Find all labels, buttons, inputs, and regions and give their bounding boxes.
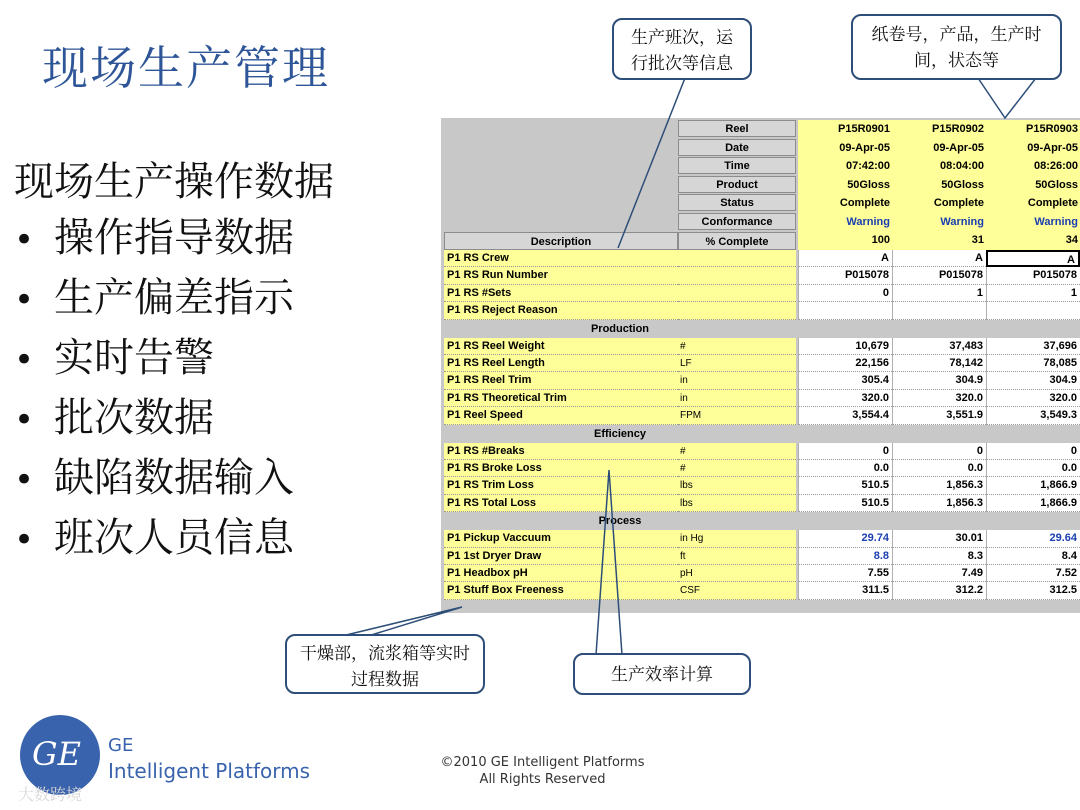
header-product-value: 50Gloss — [986, 176, 1080, 195]
row-unit: # — [678, 443, 796, 460]
row-value: 1 — [892, 285, 986, 302]
row-value: 320.0 — [798, 390, 892, 407]
header-label-date: Date — [678, 139, 796, 156]
bullet-text: 操作指导数据 — [54, 215, 294, 261]
copyright-line-2: All Rights Reserved — [479, 772, 606, 787]
row-unit: LF — [678, 355, 796, 372]
callout-reel-info: 纸卷号，产品，生产时间，状态等 — [851, 14, 1062, 80]
row-value: 0 — [986, 443, 1080, 460]
row-value: 305.4 — [798, 372, 892, 389]
bullet-text: 班次人员信息 — [54, 515, 294, 561]
row-value: 7.52 — [986, 565, 1080, 582]
row-description: P1 RS Crew — [444, 250, 678, 267]
header-reel-value: P15R0902 — [892, 120, 986, 139]
row-unit: in — [678, 372, 796, 389]
header-product-value: 50Gloss — [798, 176, 892, 195]
header-time-value: 08:04:00 — [892, 157, 986, 176]
bullet-item — [14, 268, 294, 328]
header-reel-value: P15R0903 — [986, 120, 1080, 139]
row-value: 312.2 — [892, 582, 986, 599]
row-value: 0 — [798, 443, 892, 460]
row-value: 29.64 — [986, 530, 1080, 547]
row-value: 3,554.4 — [798, 407, 892, 424]
bullet-item — [14, 208, 294, 268]
row-description: P1 RS Theoretical Trim — [444, 390, 678, 407]
bullet-item — [14, 388, 294, 448]
slide-title: 现场生产管理 — [42, 41, 330, 95]
row-unit: # — [678, 460, 796, 477]
pct-complete-header: % Complete — [678, 232, 796, 250]
slide-subhead: 现场生产操作数据 — [14, 159, 334, 205]
header-conformance-value: Warning — [892, 213, 986, 232]
row-unit: FPM — [678, 407, 796, 424]
row-value: 1,866.9 — [986, 495, 1080, 512]
bullet-text: 实时告警 — [54, 335, 214, 381]
section-header: Efficiency — [444, 425, 796, 443]
bullet-text: 批次数据 — [54, 395, 214, 441]
header-status-value: Complete — [892, 194, 986, 213]
row-description: P1 Reel Speed — [444, 407, 678, 424]
row-value: A — [892, 250, 986, 267]
row-value: 37,696 — [986, 338, 1080, 355]
bullet-text: 生产偏差指示 — [54, 275, 294, 321]
row-description: P1 Stuff Box Freeness — [444, 582, 678, 599]
row-description: P1 RS Reject Reason — [444, 302, 678, 319]
row-value: P015078 — [986, 267, 1080, 284]
row-unit: in Hg — [678, 530, 796, 547]
bullet-dot: • — [14, 280, 35, 320]
row-value: 7.55 — [798, 565, 892, 582]
header-conformance-value: Warning — [986, 213, 1080, 232]
header-date-value: 09-Apr-05 — [892, 139, 986, 158]
row-unit: lbs — [678, 477, 796, 494]
row-value: 30.01 — [892, 530, 986, 547]
row-value: 320.0 — [986, 390, 1080, 407]
row-value: 0 — [798, 285, 892, 302]
section-header: Production — [444, 320, 796, 338]
callout-shift-info: 生产班次，运行批次等信息 — [612, 18, 752, 80]
row-unit: ft — [678, 548, 796, 565]
bullet-dot: • — [14, 220, 35, 260]
header-status-value: Complete — [798, 194, 892, 213]
row-unit: in — [678, 390, 796, 407]
bullet-dot: • — [14, 400, 35, 440]
copyright-line-1: ©2010 GE Intelligent Platforms — [440, 755, 645, 770]
row-unit — [678, 285, 796, 302]
row-value: 304.9 — [892, 372, 986, 389]
row-value: 311.5 — [798, 582, 892, 599]
row-description: P1 RS Reel Length — [444, 355, 678, 372]
row-value: 3,549.3 — [986, 407, 1080, 424]
row-description: P1 1st Dryer Draw — [444, 548, 678, 565]
row-value: 3,551.9 — [892, 407, 986, 424]
bullet-dot: • — [14, 520, 35, 560]
row-value: 320.0 — [892, 390, 986, 407]
header-product-value: 50Gloss — [892, 176, 986, 195]
ge-logo-text: GE — [32, 735, 81, 773]
row-value: P015078 — [798, 267, 892, 284]
row-unit: lbs — [678, 495, 796, 512]
row-description: P1 RS Total Loss — [444, 495, 678, 512]
row-unit — [678, 302, 796, 319]
row-value: 78,142 — [892, 355, 986, 372]
brand-line-1: GE — [108, 735, 134, 756]
row-unit — [678, 250, 796, 267]
row-value: 0.0 — [986, 460, 1080, 477]
header-label-time: Time — [678, 157, 796, 174]
row-value: 37,483 — [892, 338, 986, 355]
bullet-item — [14, 448, 294, 508]
row-value: 312.5 — [986, 582, 1080, 599]
pct-complete-value: 100 — [798, 231, 892, 250]
brand-line-2: Intelligent Platforms — [108, 759, 311, 783]
row-value: 29.74 — [798, 530, 892, 547]
row-description: P1 RS #Breaks — [444, 443, 678, 460]
row-description: P1 RS #Sets — [444, 285, 678, 302]
callout-efficiency-info: 生产效率计算 — [573, 653, 751, 695]
description-header: Description — [444, 232, 678, 250]
row-value: 1,856.3 — [892, 477, 986, 494]
header-label-status: Status — [678, 194, 796, 211]
row-value: 510.5 — [798, 477, 892, 494]
header-label-reel: Reel — [678, 120, 796, 137]
row-description: P1 RS Run Number — [444, 267, 678, 284]
header-status-value: Complete — [986, 194, 1080, 213]
row-value: 304.9 — [986, 372, 1080, 389]
bullet-item — [14, 508, 294, 568]
pct-complete-value: 34 — [986, 231, 1080, 250]
row-value: 7.49 — [892, 565, 986, 582]
row-value: A — [798, 250, 892, 267]
bullet-dot: • — [14, 460, 35, 500]
row-value — [892, 302, 986, 319]
row-value: 22,156 — [798, 355, 892, 372]
header-label-conformance: Conformance — [678, 213, 796, 230]
header-date-value: 09-Apr-05 — [798, 139, 892, 158]
callout-pointer-reel — [978, 78, 1036, 118]
row-value: P015078 — [892, 267, 986, 284]
bullet-item — [14, 328, 294, 388]
row-value: 8.3 — [892, 548, 986, 565]
row-value: 8.4 — [986, 548, 1080, 565]
row-value: 8.8 — [798, 548, 892, 565]
bullet-text: 缺陷数据输入 — [54, 455, 294, 501]
row-unit: CSF — [678, 582, 796, 599]
row-unit: pH — [678, 565, 796, 582]
header-time-value: 07:42:00 — [798, 157, 892, 176]
row-value: 1,856.3 — [892, 495, 986, 512]
header-time-value: 08:26:00 — [986, 157, 1080, 176]
row-value: 10,679 — [798, 338, 892, 355]
header-date-value: 09-Apr-05 — [986, 139, 1080, 158]
section-header: Process — [444, 512, 796, 530]
row-value — [798, 302, 892, 319]
header-conformance-value: Warning — [798, 213, 892, 232]
selected-cell[interactable]: A — [986, 250, 1080, 267]
header-reel-value: P15R0901 — [798, 120, 892, 139]
row-value: 78,085 — [986, 355, 1080, 372]
row-value: 0.0 — [892, 460, 986, 477]
row-value: 1,866.9 — [986, 477, 1080, 494]
row-value — [986, 302, 1080, 319]
bullet-list — [14, 208, 294, 568]
row-description: P1 Headbox pH — [444, 565, 678, 582]
production-data-grid — [441, 118, 1080, 613]
row-value: 510.5 — [798, 495, 892, 512]
row-description: P1 Pickup Vaccuum — [444, 530, 678, 547]
bullet-dot: • — [14, 340, 35, 380]
row-value: 0.0 — [798, 460, 892, 477]
row-description: P1 RS Reel Weight — [444, 338, 678, 355]
callout-dryer-info: 干燥部，流浆箱等实时过程数据 — [285, 634, 485, 694]
row-description: P1 RS Broke Loss — [444, 460, 678, 477]
watermark: 大数跨境 — [18, 785, 83, 804]
row-unit — [678, 267, 796, 284]
row-description: P1 RS Reel Trim — [444, 372, 678, 389]
pct-complete-value: 31 — [892, 231, 986, 250]
row-value: 0 — [892, 443, 986, 460]
copyright — [420, 754, 665, 788]
row-value: 1 — [986, 285, 1080, 302]
header-label-product: Product — [678, 176, 796, 193]
row-description: P1 RS Trim Loss — [444, 477, 678, 494]
row-unit: # — [678, 338, 796, 355]
